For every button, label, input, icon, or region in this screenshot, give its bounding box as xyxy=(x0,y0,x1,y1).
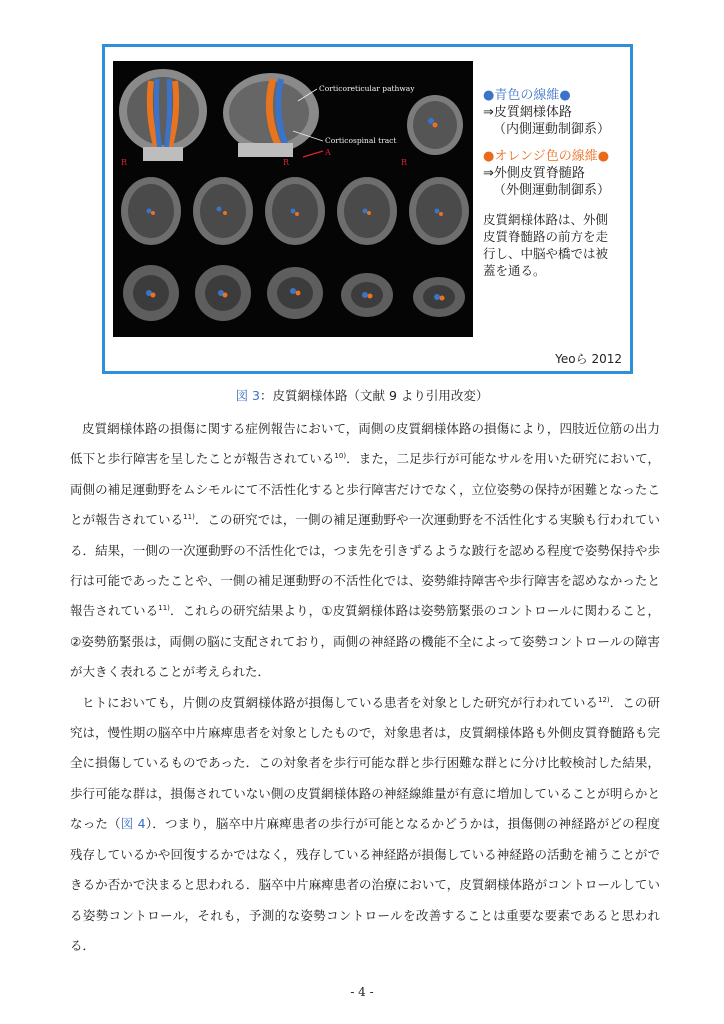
p2-ref-1: 12) xyxy=(598,695,610,704)
paragraph-2 xyxy=(70,688,660,962)
figure-4-reference: 図 4 xyxy=(120,816,146,832)
orientation-r-label: R xyxy=(121,158,128,167)
body-text xyxy=(70,414,660,961)
orange-fiber-role: （外側運動制御系） xyxy=(493,183,611,198)
p1-sentence-4: ．これらの研究結果より，①皮質網様体路は姿勢筋緊張のコントロールに関わること，②姿勢筋緊張は，両側の脳に支配されており，両側の神経路の機能不全によって姿勢コントロールの障害が大きく表れることが考えられた． xyxy=(70,603,660,680)
p1-sentence-1: 皮質網様体路の損傷に関する症例報告において，両側の皮質網様体路の損傷により，四肢近位筋の出力低下と歩行障害を呈したことが報告されている xyxy=(70,421,660,467)
figure-note-line-4: 蓋を通る。 xyxy=(483,263,546,278)
orange-fiber-tract: ⇒外側皮質脊髄路 xyxy=(483,166,585,181)
p1-sentence-2: ．また，二足歩行が可能なサルを用いた研究において，両側の補足運動野をムシモルにて不活性化すると歩行障害だけでなく，立位姿勢の保持が困難となったことが報告されている xyxy=(70,451,660,528)
figure-caption xyxy=(0,386,724,404)
orange-fiber-heading: ●オレンジ色の線維● xyxy=(483,149,610,164)
orientation-r-label-2: R xyxy=(283,158,290,167)
corticoreticular-pathway-label: Corticoreticular pathway xyxy=(319,84,415,93)
p1-ref-3: 11) xyxy=(158,604,170,613)
figure-legend xyxy=(483,87,633,279)
mri-tractography-image xyxy=(113,61,473,337)
orientation-r-label-3: R xyxy=(401,158,408,167)
p1-ref-1: 10) xyxy=(334,452,347,461)
figure-credit: Yeoら 2012 xyxy=(555,352,622,366)
figure-frame xyxy=(102,44,633,374)
p2-sentence-3: ）．つまり，脳卒中片麻痺患者の歩行が可能となるかどうかは，損傷側の神経路がどの程度残存しているかや回復するかではなく，残存している神経路が損傷している神経路の活動を補うことができるか否かで決まると思われる．脳卒中片麻痺患者の治療において，皮質網様体路がコントロールしている姿勢コントロール，それも，予測的な姿勢コントロールを改善することは重要な要素であると思われる． xyxy=(70,816,660,953)
blue-fiber-tract: ⇒皮質網様体路 xyxy=(483,105,572,120)
paragraph-1 xyxy=(70,414,660,688)
figure-note-line-3: 行し、中脳や橋では被 xyxy=(483,246,609,261)
p1-ref-2: 11) xyxy=(183,513,195,522)
blue-fiber-role: （内側運動制御系） xyxy=(493,122,611,137)
figure-note-line-2: 皮質脊髄路の前方を走 xyxy=(483,229,609,244)
blue-fiber-heading: ●青色の線維● xyxy=(483,88,571,103)
p2-sentence-2: ．この研究は，慢性期の脳卒中片麻痺患者を対象としたもので，対象患者は，皮質網様体路も外側皮質脊髄路も完全に損傷しているものであった．この対象者を歩行可能な群と歩行困難な群とに分け比較検討した結果，歩行可能な群は，損傷されていない側の皮質網様体路の神経線維量が有意に増加していることが明らかとなった（ xyxy=(70,694,660,832)
orientation-a-label: A xyxy=(325,148,331,157)
figure-caption-text: ：皮質網様体路（文献 9 より引用改変） xyxy=(260,388,489,403)
p2-sentence-1: ヒトにおいても，片側の皮質網様体路が損傷している患者を対象とした研究が行われている xyxy=(82,694,598,710)
figure-note-line-1: 皮質網様体路は、外側 xyxy=(483,212,609,227)
p1-sentence-3: ．この研究では，一側の補足運動野や一次運動野を不活性化する実験も行われている．結果，一側の一次運動野の不活性化では，つま先を引きずるような跛行を認める程度で姿勢保持や歩行は可能であったことや、一側の補足運動野の不活性化では、姿勢維持障害や歩行障害を認めなかったと報告されている xyxy=(70,512,660,619)
figure-note xyxy=(483,211,633,279)
page-number: - 4 - xyxy=(350,985,374,999)
figure-caption-label: 図 3 xyxy=(235,388,261,403)
corticospinal-tract-label: Corticospinal tract xyxy=(325,136,397,145)
